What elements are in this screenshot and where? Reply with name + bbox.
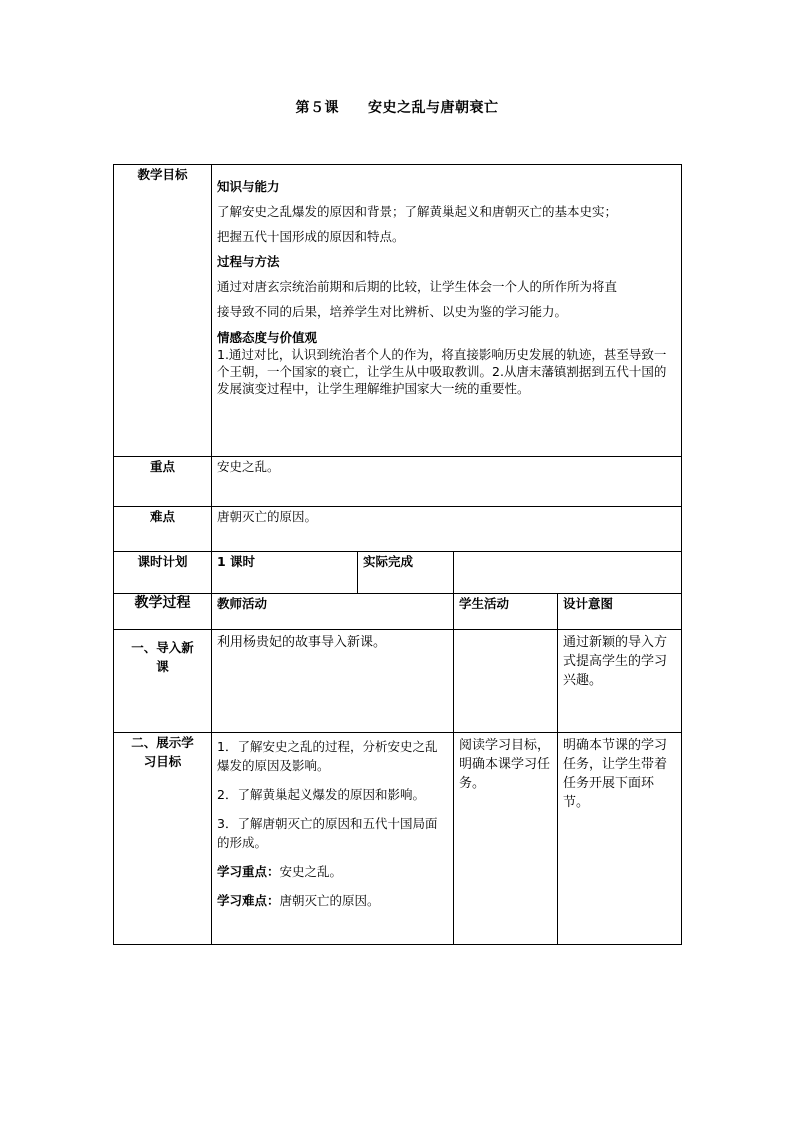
attitude-text: 1.通过对比，认识到统治者个人的作为，将直接影响历史发展的轨迹，甚至导致一个王朝，一个国家的衰亡，让学生从中吸取教训。2.从唐末藩镇割据到五代十国的发展演变过程中，让学生理解维护国家大一统的重要性。 xyxy=(217,347,667,396)
knowledge-heading: 知识与能力 xyxy=(217,179,280,194)
process-header-row xyxy=(114,594,682,630)
knowledge-text-1: 了解安史之乱爆发的原因和背景；了解黄巢起义和唐朝灭亡的基本史实； xyxy=(217,204,618,219)
step2-goal-1: 1．了解安史之乱的过程，分析安史之乱爆发的原因及影响。 xyxy=(217,739,438,773)
step2-key-point xyxy=(217,862,448,881)
lesson-plan-table xyxy=(113,164,682,945)
step2-diff-text: 唐朝灭亡的原因。 xyxy=(279,893,380,908)
step1-label: 一、导入新课 xyxy=(114,630,212,733)
step1-design: 通过新颖的导入方式提高学生的学习兴趣。 xyxy=(558,630,682,733)
step1-student xyxy=(454,630,558,733)
teacher-header: 教师活动 xyxy=(212,594,454,630)
difficulty-row xyxy=(114,507,682,552)
step2-difficulty xyxy=(217,891,448,910)
method-text-2: 接导致不同的后果，培养学生对比辨析、以史为鉴的学习能力。 xyxy=(217,304,568,319)
step2-key-text: 安史之乱。 xyxy=(279,864,343,879)
key-point-label: 重点 xyxy=(114,457,212,507)
actual-label: 实际完成 xyxy=(358,552,454,594)
actual-value xyxy=(454,552,682,594)
difficulty-text: 唐朝灭亡的原因。 xyxy=(212,507,682,552)
step2-goal-2: 2．了解黄巢起义爆发的原因和影响。 xyxy=(217,787,425,802)
objectives-row xyxy=(114,165,682,457)
step1-teacher: 利用杨贵妃的故事导入新课。 xyxy=(212,630,454,733)
key-point-row xyxy=(114,457,682,507)
step2-diff-label: 学习难点： xyxy=(217,893,280,908)
objectives-content xyxy=(212,165,682,457)
step2-student: 阅读学习目标，明确本课学习任务。 xyxy=(454,733,558,945)
page-title: 第５课 安史之乱与唐朝衰亡 xyxy=(295,100,499,116)
step2-label: 二、展示学习目标 xyxy=(114,733,212,945)
design-header: 设计意图 xyxy=(558,594,682,630)
step2-key-label: 学习重点： xyxy=(217,864,280,879)
step2-goal-3: 3．了解唐朝灭亡的原因和五代十国局面的形成。 xyxy=(217,816,438,850)
difficulty-label: 难点 xyxy=(114,507,212,552)
schedule-value: 1 课时 xyxy=(212,552,358,594)
step1-row xyxy=(114,630,682,733)
key-point-text: 安史之乱。 xyxy=(212,457,682,507)
attitude-heading: 情感态度与价值观 xyxy=(217,330,318,345)
method-text-1: 通过对唐玄宗统治前期和后期的比较，让学生体会一个人的所作所为将直 xyxy=(217,279,618,294)
process-header: 教学过程 xyxy=(114,594,212,630)
step2-teacher xyxy=(212,733,454,945)
knowledge-text-2: 把握五代十国形成的原因和特点。 xyxy=(217,229,405,244)
student-header: 学生活动 xyxy=(454,594,558,630)
schedule-row xyxy=(114,552,682,594)
step2-row xyxy=(114,733,682,945)
schedule-label: 课时计划 xyxy=(114,552,212,594)
method-heading: 过程与方法 xyxy=(217,254,280,269)
step2-design: 明确本节课的学习任务，让学生带着任务开展下面环节。 xyxy=(558,733,682,945)
objectives-label: 教学目标 xyxy=(114,165,212,457)
